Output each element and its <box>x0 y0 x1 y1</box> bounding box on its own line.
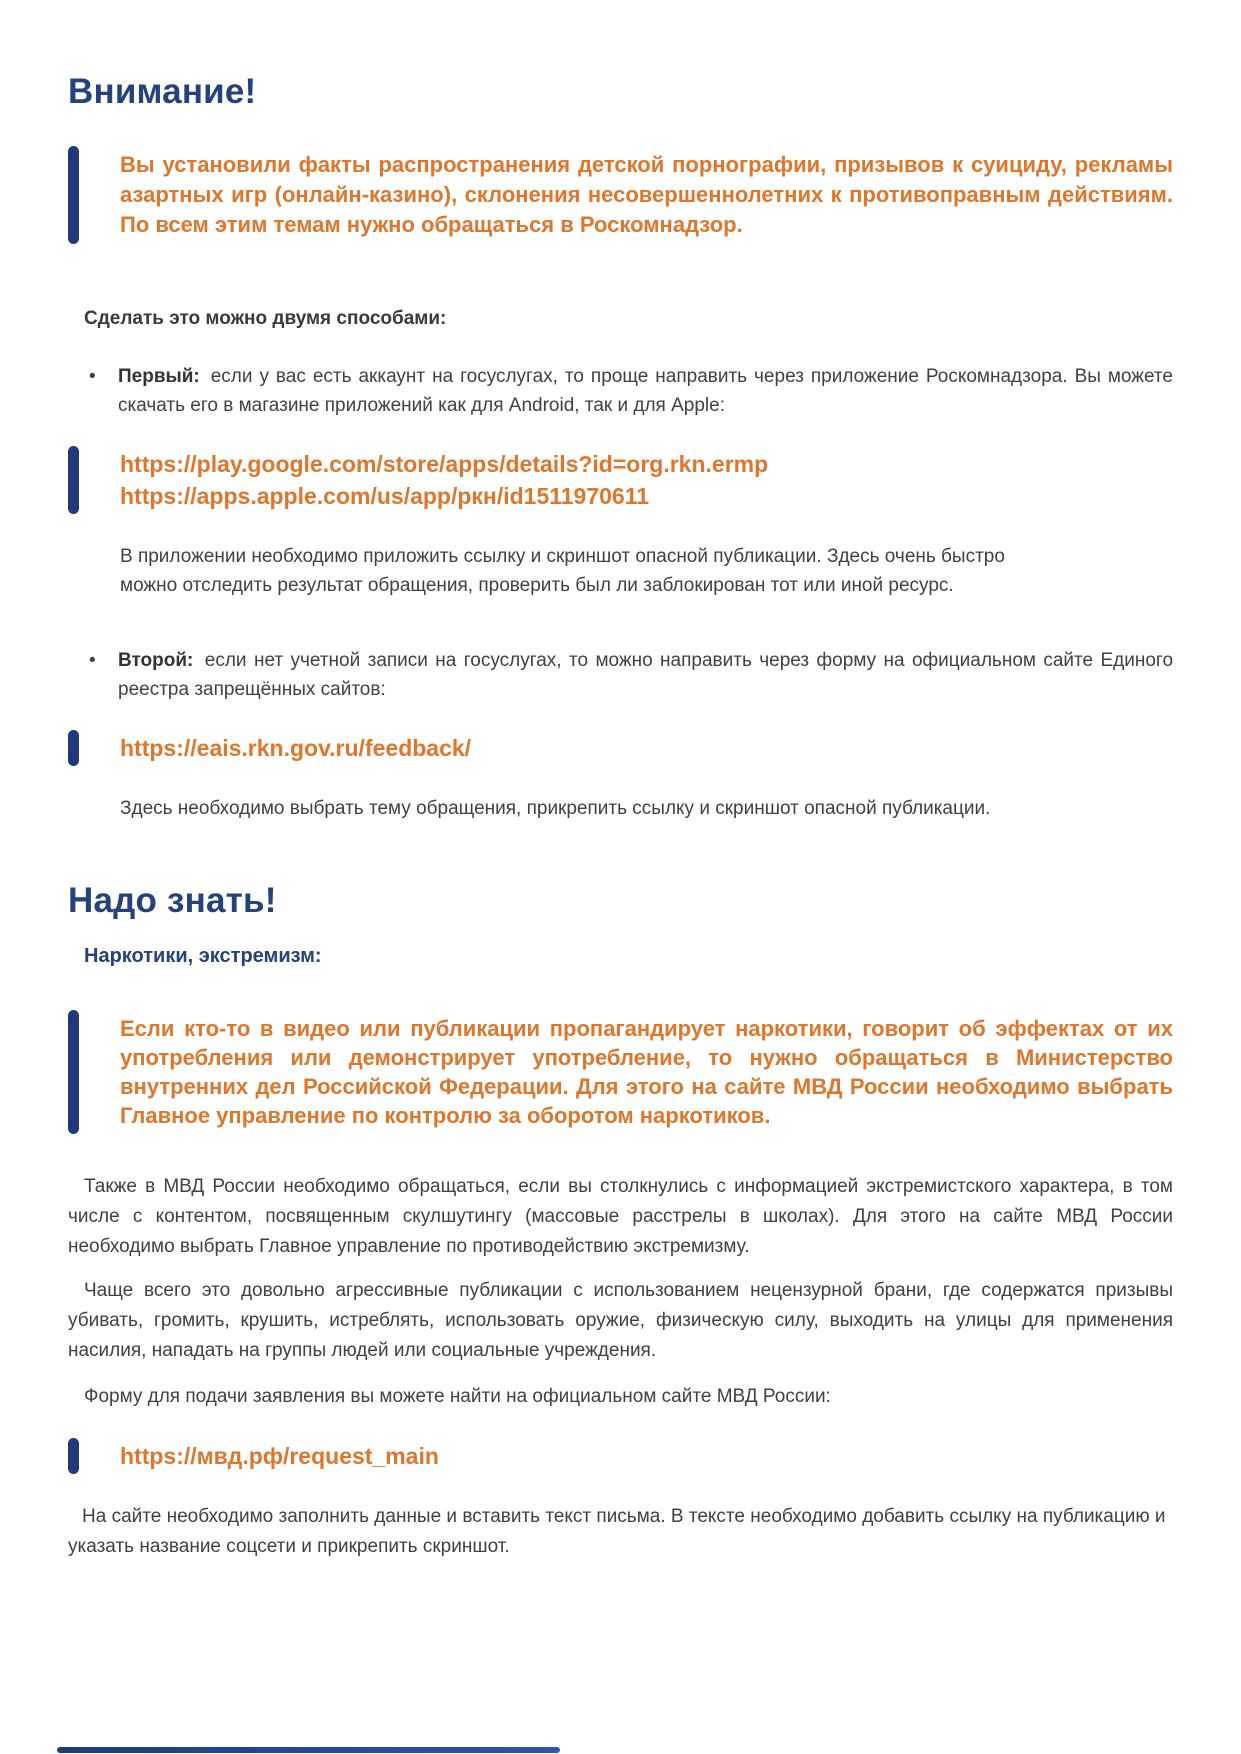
bullet-first-text-block <box>118 362 1173 420</box>
bullet-dot-icon <box>68 362 118 420</box>
bullet-second-way <box>68 646 1173 704</box>
bullet-second-text-block <box>118 646 1173 704</box>
eais-note: Здесь необходимо выбрать тему обращения, прикрепить ссылку и скриншот опасной публикации. <box>120 798 991 819</box>
mvd-callout-text: Если кто-то в видео или публикации пропагандирует наркотики, говорит об эффектах от их употребления или демонстрирует употребление, то нужно обращаться в Министерство внутренних дел Российской Федерации. Для этого на сайте МВД России необходимо выбрать Главное управление по контролю за оборотом наркотиков. <box>120 1016 1173 1128</box>
bullet-first-label: Первый: <box>118 366 200 387</box>
link-google-play[interactable]: https://play.google.com/store/apps/details?id=org.rkn.ermp <box>120 451 769 477</box>
callout-accent-bar <box>68 146 79 244</box>
mvd-form-lead: Форму для подачи заявления вы можете найти на официальном сайте МВД России: <box>84 1386 831 1407</box>
link-eais-feedback[interactable]: https://eais.rkn.gov.ru/feedback/ <box>120 735 472 761</box>
eais-link-stack <box>120 730 471 766</box>
bullet-dot-icon <box>68 646 118 704</box>
two-ways-lead: Сделать это можно двумя способами: <box>84 308 447 329</box>
drugs-extremism-subtitle: Наркотики, экстремизм: <box>84 945 322 967</box>
mvd-link-callout <box>68 1438 1173 1474</box>
bullet-first-way <box>68 362 1173 420</box>
attention-title: Внимание! <box>68 72 257 111</box>
bullet-second-label: Второй: <box>118 650 194 671</box>
app-links-callout <box>68 446 1173 514</box>
bullet-first-text: если у вас есть аккаунт на госуслугах, то проще направить через приложение Роскомнадзора. Вы можете скачать его в магазине приложений как для Android, так и для Apple: <box>118 366 1173 416</box>
app-links-stack <box>120 446 768 514</box>
callout-accent-bar <box>68 1010 79 1134</box>
mvd-link-stack <box>120 1438 439 1474</box>
bullet-second-text: если нет учетной записи на госуслугах, то можно направить через форму на официальном сайте Единого реестра запрещённых сайтов: <box>118 650 1174 700</box>
eais-link-callout <box>68 730 1173 766</box>
link-mvd-request[interactable]: https://мвд.рф/request_main <box>120 1443 439 1469</box>
callout-accent-bar <box>68 1438 79 1474</box>
link-app-store[interactable]: https://apps.apple.com/us/app/ркн/id1511970611 <box>120 483 650 509</box>
bottom-accent-bar <box>57 1747 560 1753</box>
final-instructions: На сайте необходимо заполнить данные и вставить текст письма. В тексте необходимо добавить ссылку на публикацию и указать название соцсети и прикрепить скриншот. <box>68 1506 1166 1557</box>
know-title: Надо знать! <box>68 881 277 920</box>
extremism-paragraph: Также в МВД России необходимо обращаться, если вы столкнулись с информацией экстремистского характера, в том числе с контентом, посвященным скулшутингу (массовые расстрелы в школах). Для этого на сайте МВД России необходимо выбрать Главное управление по противодействию экстремизму. <box>68 1176 1173 1257</box>
aggressive-content-paragraph: Чаще всего это довольно агрессивные публикации с использованием нецензурной брани, где содержатся призывы убивать, громить, крушить, истреблять, использовать оружие, физическую силу, выходить на улицы для применения насилия, нападать на группы людей или социальные учреждения. <box>68 1280 1173 1361</box>
callout-accent-bar <box>68 446 79 514</box>
app-note: В приложении необходимо приложить ссылку и скриншот опасной публикации. Здесь очень быстро можно отследить результат обращения, проверить был ли заблокирован тот или иной ресурс. <box>120 546 1005 596</box>
attention-callout-text: Вы установили факты распространения детской порнографии, призывов к суициду, рекламы азартных игр (онлайн-казино), склонения несовершеннолетних к противоправным действиям. По всем этим темам нужно обращаться в Роскомнадзор. <box>120 152 1173 237</box>
attention-callout <box>68 146 1173 244</box>
mvd-callout <box>68 1010 1173 1134</box>
callout-accent-bar <box>68 730 79 766</box>
